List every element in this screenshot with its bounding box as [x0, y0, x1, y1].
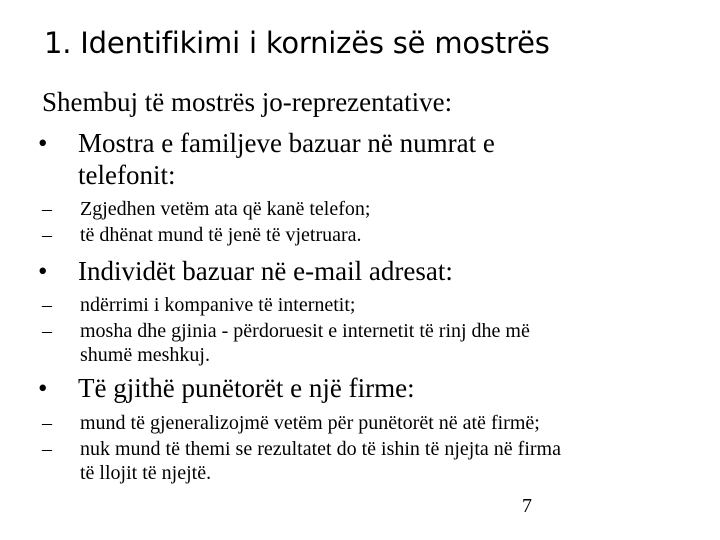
sub-bullet-3-1-text: mund të gjeneralizojmë vetëm për punëtorët në atë firmë;	[80, 412, 540, 434]
bullet-marker: •	[38, 256, 48, 286]
bullet-marker: •	[38, 128, 48, 158]
slide-title: 1. Identifikimi i kornizës së mostrës	[44, 26, 550, 60]
dash-marker: –	[42, 224, 52, 246]
sub-bullet-3-2-continuation: të llojit të njejtë.	[80, 462, 212, 484]
dash-marker: –	[42, 320, 52, 342]
dash-marker: –	[42, 198, 52, 220]
dash-marker: –	[42, 412, 52, 434]
bullet-1-text: Mostra e familjeve bazuar në numrat e	[78, 128, 495, 158]
bullet-2-text: Individët bazuar në e-mail adresat:	[78, 256, 453, 286]
bullet-1-continuation: telefonit:	[78, 160, 176, 190]
sub-bullet-2-2-continuation: shumë meshkuj.	[80, 344, 210, 366]
bullet-3-text: Të gjithë punëtorët e një firme:	[78, 373, 415, 403]
sub-bullet-1-2	[38, 224, 362, 247]
bullet-3	[38, 373, 415, 404]
sub-bullet-2-2-text: mosha dhe gjinia - përdoruesit e internetit të rinj dhe më	[80, 320, 530, 342]
sub-bullet-1-2-text: të dhënat mund të jenë të vjetruara.	[80, 224, 362, 246]
sub-bullet-3-1	[38, 412, 540, 435]
page-number: 7	[522, 495, 532, 517]
bullet-1	[38, 128, 495, 159]
dash-marker: –	[42, 438, 52, 460]
sub-bullet-3-2-text: nuk mund të themi se rezultatet do të ishin të njejta në firma	[80, 438, 561, 460]
sub-bullet-1-1-text: Zgjedhen vetëm ata që kanë telefon;	[80, 198, 371, 220]
sub-bullet-2-2	[38, 320, 530, 343]
intro-text: Shembuj të mostrës jo-reprezentative:	[42, 87, 453, 117]
bullet-2	[38, 256, 453, 287]
sub-bullet-2-1	[38, 294, 355, 317]
dash-marker: –	[42, 294, 52, 316]
sub-bullet-1-1	[38, 198, 370, 221]
sub-bullet-2-1-text: ndërrimi i kompanive të internetit;	[80, 294, 356, 316]
sub-bullet-3-2	[38, 438, 561, 461]
bullet-marker: •	[38, 373, 48, 403]
